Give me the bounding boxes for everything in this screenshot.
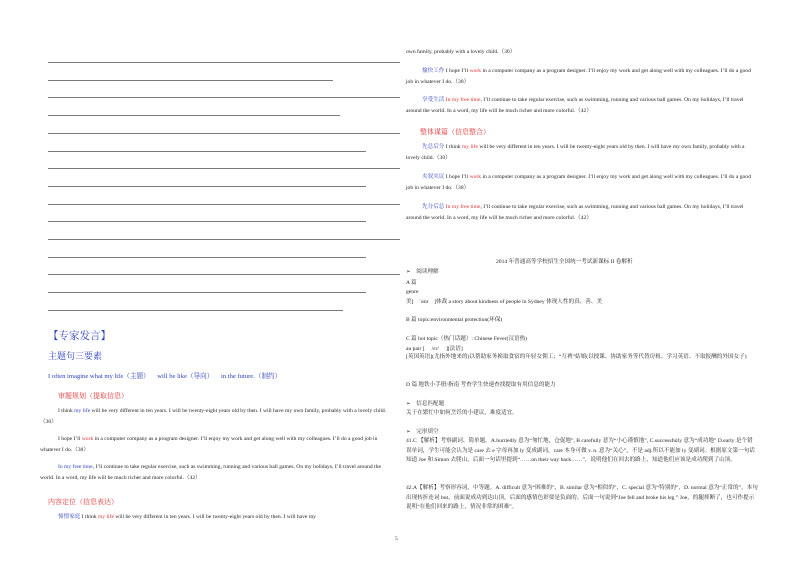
info-matching-text: 关于在繁忙中如何烹饪的小建议，难度适宜。 [406,410,518,416]
answer-line [48,221,366,222]
life-para: 享受生活 In my free time, I’ll continue to take regular exercise, such as swimming, running and various ball games. On my holidays, I’ll travel around the world. In a word, my life will be much richer and more colorful.（42） [406,97,744,114]
genre-word: genre [406,289,419,295]
para-free-time: In my free time, I’ll continue to take regular exercise, such as swimming, running and various ball games. On my holidays, I’ll travel around the world. In a word, my life will be much richer and more colorful.（42） [40,464,381,481]
passage-d-line: D 篇 地铁小手册/指南 考查学生快速查找提取有用信息的能力 [406,382,556,388]
info-matching-title: ➢ 信息匹配题 [406,401,445,407]
au-pair-definition: [英国英语](尤指外地来的)以帮助家务换取食宿的年轻女佣工；“互裨”姑娘(以授课、协助家务等代替房租、学习英语、不取报酬的外国女子) [406,354,747,360]
answer-line [48,239,400,240]
answer-line [48,133,400,134]
passage-b-line: B 篇 topic:environmental protection(环保) [406,317,503,323]
page-number: 5 [395,536,398,542]
review-heading: 审题规划（提取信息） [58,392,128,400]
answer-line [48,257,366,258]
topic-formula [48,370,287,380]
continued-text: own family, probably with a lovely child.（30） [406,49,516,55]
answer-line [48,274,400,275]
expert-heading: 【专家发言】 [48,330,111,342]
formula-limit: in the future.（制约） [221,373,282,380]
question-42-analysis: 42.A【解析】考察形容词，中等题。A. difficult 意为“困难的”，B. similar 意为“相似的”，C. special 意为“特别的”，D. normal 意为“正常的”。本句出现转折连词 but，前面说成功到达山顶，后面的感情色彩要是负面的。后面一句说到“Joe fell and broke his leg ” Joe，的腿摔断了，也可作提示说明“在他们回来的路上，情况非常的困难”。 [406,485,758,511]
passage-c-line: C 篇 hot topic（热门话题）: Chinese Fever(汉语热) [406,336,528,342]
au-pair-term: au pair [ /ɛr/ ][法语] [406,346,463,352]
whole-heading: 整体谋篇（信息整合） [420,128,490,136]
para-work: I hope I’ll work in a computer company as a program designer. I’ll enjoy my work and get along well with my colleagues. I’ll do a good job in whatever I do.（38） [40,436,378,453]
cloze-title: ➢ 完形填空 [406,429,439,435]
para-family-2: 憧憬家庭 I think my life will be very different in ten years. I will be twenty-eight years old by then. I will have my [58,514,316,520]
answer-line [48,292,366,293]
answer-line [48,186,366,187]
answer-line [48,151,366,152]
answer-line [48,80,333,81]
formula-topic: I often imagine what my life（主题） [48,373,150,380]
sum-para: 先分后总 In my free time, I’ll continue to take regular exercise, such as swimming, running and various ball games. On my holidays, I’ll travel around the world. In a word, my life will be much richer and more colorful.（42） [406,204,744,221]
exam-title: 2014 年普通高等学校招生全国统一考试新课标 II 卷解析 [496,259,633,265]
reading-section-title: ➢ 阅读理解 [406,269,439,275]
topic-heading: 主题句三要素 [48,352,103,362]
passage-a-label: A 篇 [406,280,417,286]
answer-line [48,115,340,116]
answer-line [48,62,400,63]
genre-phonetic: 美[ ˈɑnr ]体裁 a story about kindness of people in Sydney 体现人性的真、善、美 [406,299,603,305]
formula-direction: will be like（导向） [157,373,214,380]
answer-line [48,97,400,98]
para-family: I think my life will be very different in ten years. I will be twenty-eight years old by then. I will have my own family, probably with a lovely child.（30） [40,408,387,425]
question-41-analysis: 41.C 【解析】考察副词、简单题。A.hurriedly 意为“匆忙地，仓促地”, B carefully 意为“小心谨慎地”, C.successfully 意为“成功地” D.early 是个错误单词，学生可能会认为是 care 去 e 字母再加 ly 变成副词，care 本身可做 v. n. 意为“关心”，不是 adj.所以不能加 ly 变副词。根据原文第一句话知道 Joe 和 Simon 去爬山，后面一句话里提到“……on their way back……”，说明他们在回去的路上，知道他们应该是成功爬到了山顶。 [406,438,755,464]
total-para: 先总后分 I think my life will be very different in ten years. I will be twenty-eight years old by then. I will have my own family, probably with a lovely child.（30） [406,144,745,161]
answer-line [48,310,343,311]
answer-line [48,204,400,205]
work-para: 愉快工作 I hope I’ll work in a computer company as a program designer. I’ll enjoy my work and get along well with my colleagues. I’ll do a good job in whatever I do.（38） [406,68,751,85]
answer-line [48,168,400,169]
career-para: 夹叙夹议 I hope I’ll work in a computer company as a program designer. I’ll enjoy my work and get along well with my colleagues. I’ll do a good job in whatever I do.（38） [406,174,751,191]
content-heading: 内容定位（信息表达） [48,498,118,506]
